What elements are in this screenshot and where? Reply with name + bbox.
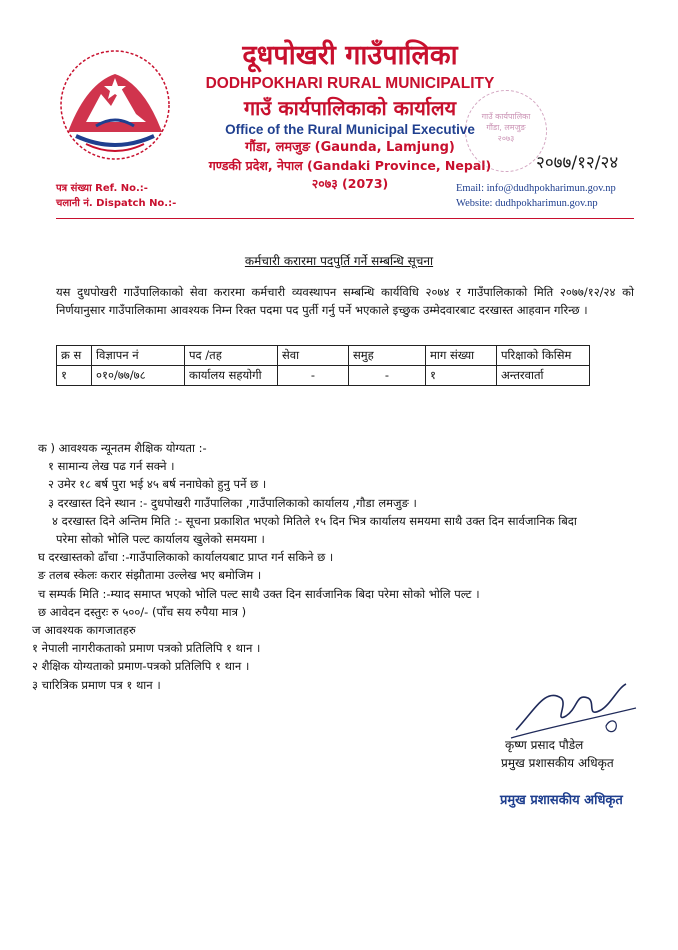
- list-item: घ दरखास्तको ढाँचा :-गाउँपालिकाको कार्यालयबाट प्राप्त गर्न सकिने छ ।: [38, 550, 334, 565]
- list-item: ङ तलब स्केलः करार संझौतामा उल्लेख भए बमोजिम ।: [38, 568, 262, 583]
- list-item: २ उमेर १८ बर्ष पुरा भई ४५ बर्ष ननाघेको हुनु पर्ने छ ।: [48, 477, 267, 492]
- col-post: पद /तह: [185, 346, 278, 366]
- col-group: समुह: [349, 346, 426, 366]
- header-divider: [56, 218, 634, 219]
- established-year: २०७३ (2073): [311, 176, 389, 191]
- stamp-line: गाउँ कार्यपालिका: [481, 112, 531, 121]
- list-item: १ नेपाली नागरीकताको प्रमाण पत्रको प्रतिलिपि १ थान ।: [32, 641, 261, 656]
- qualification-heading: क ) आवश्यक न्यूनतम शैक्षिक योग्यता :-: [38, 441, 207, 455]
- cell-service: -: [278, 366, 349, 386]
- notice-title: कर्मचारी करारमा पदपुर्ति गर्ने सम्बन्धि सूचना: [244, 254, 434, 268]
- cell-post: कार्यालय सहयोगी: [185, 366, 278, 386]
- municipality-title-en: DODHPOKHARI RURAL MUNICIPALITY: [205, 75, 495, 92]
- cell-exam: अन्तरवार्ता: [497, 366, 590, 386]
- cell-ad-no: ०१०/७७/७८: [92, 366, 185, 386]
- list-item: १ सामान्य लेख पढ गर्न सक्ने ।: [48, 459, 175, 474]
- list-item: च सम्पर्क मिति :-म्याद समाप्त भएको भोलि पल्ट साथै उक्त दिन सार्वजानिक बिदा परेमा सोको भोलि पल्ट ।: [38, 586, 480, 601]
- documents-heading: ज आवश्यक कागजातहरु: [32, 623, 136, 638]
- designation-stamp: प्रमुख प्रशासकीय अधिकृत: [500, 793, 623, 808]
- letter-date: २०७७/१२/२४: [536, 153, 619, 173]
- stamp-line: २०७३: [497, 134, 515, 143]
- col-service: सेवा: [278, 346, 349, 366]
- stamp-line: गौंडा, लमजुङ: [486, 123, 526, 132]
- col-demand: माग संख्या: [426, 346, 497, 366]
- reference-block: [56, 181, 176, 211]
- signer-designation: प्रमुख प्रशासकीय अधिकृत: [501, 756, 614, 770]
- municipality-emblem-icon: [56, 44, 174, 166]
- col-exam: परिक्षाको किसिम: [497, 346, 590, 366]
- table-header-row: [57, 346, 590, 366]
- list-item: ३ दरखास्त दिने स्थान :- दुधपोखरी गाउँपालिका ,गाउँपालिकाको कार्यालय ,गौडा लमजुङ ।: [48, 495, 417, 510]
- list-item: २ शैक्षिक योग्यताको प्रमाण-पत्रको प्रतिलिपि १ थान ।: [32, 659, 250, 674]
- office-title-ne: गाउँ कार्यपालिकाको कार्यालय: [243, 96, 457, 120]
- municipality-title-ne: दूधपोखरी गाउँपालिका: [242, 40, 458, 71]
- col-sn: क्र स: [57, 346, 92, 366]
- table-row: [57, 366, 590, 386]
- address-line-1: गौंडा, लमजुङ (Gaunda, Lamjung): [245, 140, 455, 155]
- col-ad-no: विज्ञापन नं: [92, 346, 185, 366]
- vacancy-table: [56, 345, 590, 386]
- email-address: Email: info@dudhpokharimun.gov.np: [456, 183, 616, 194]
- list-item: ३ चारित्रिक प्रमाण पत्र १ थान ।: [32, 677, 161, 692]
- cell-group: -: [349, 366, 426, 386]
- cell-sn: १: [57, 366, 92, 386]
- notice-intro: यस दुधपोखरी गाउँपालिकाको सेवा करारमा कर्मचारी व्यवस्थापन सम्बन्धि कार्यविधि २०७४ र गाउँपालिकाको मिति २०७७/१२/२४ को निर्णयानुसार गाउँपालिकामा आवश्यक निम्न रिक्त पदमा पद पुर्ती गर्नु पर्ने भएकाले इच्छुक उम्मेदवारबाट दरखास्त आहवान गरिन्छ ।: [56, 285, 634, 317]
- list-item: छ आवेदन दस्तुरः रु ५००/- (पाँच सय रुपैया मात्र ): [38, 604, 247, 619]
- office-title-en: Office of the Rural Municipal Executive: [225, 122, 475, 137]
- contact-block: [456, 181, 616, 211]
- requirements-list: [32, 439, 638, 694]
- website-address: Website: dudhpokharimun.gov.np: [456, 198, 598, 209]
- dispatch-number: चलानी नं. Dispatch No.:-: [56, 198, 177, 209]
- list-item: ४ दरखास्त दिने अन्तिम मिति :- सूचना प्रकाशित भएको मितिले १५ दिन भित्र कार्यालय समयमा साथै उक्त दिन सार्वजानिक बिदा परेमा सोको भोलि पल्ट कार्यालय खुलेको समयमा ।: [52, 513, 577, 547]
- address-line-2: गण्डकी प्रदेश, नेपाल (Gandaki Province, Nepal): [208, 158, 492, 173]
- ref-number: पत्र संख्या Ref. No.:-: [56, 183, 148, 194]
- signer-name: कृष्ण प्रसाद पौडेल: [505, 738, 584, 752]
- signer-block: [501, 736, 614, 772]
- cell-demand: १: [426, 366, 497, 386]
- office-stamp: [465, 90, 547, 172]
